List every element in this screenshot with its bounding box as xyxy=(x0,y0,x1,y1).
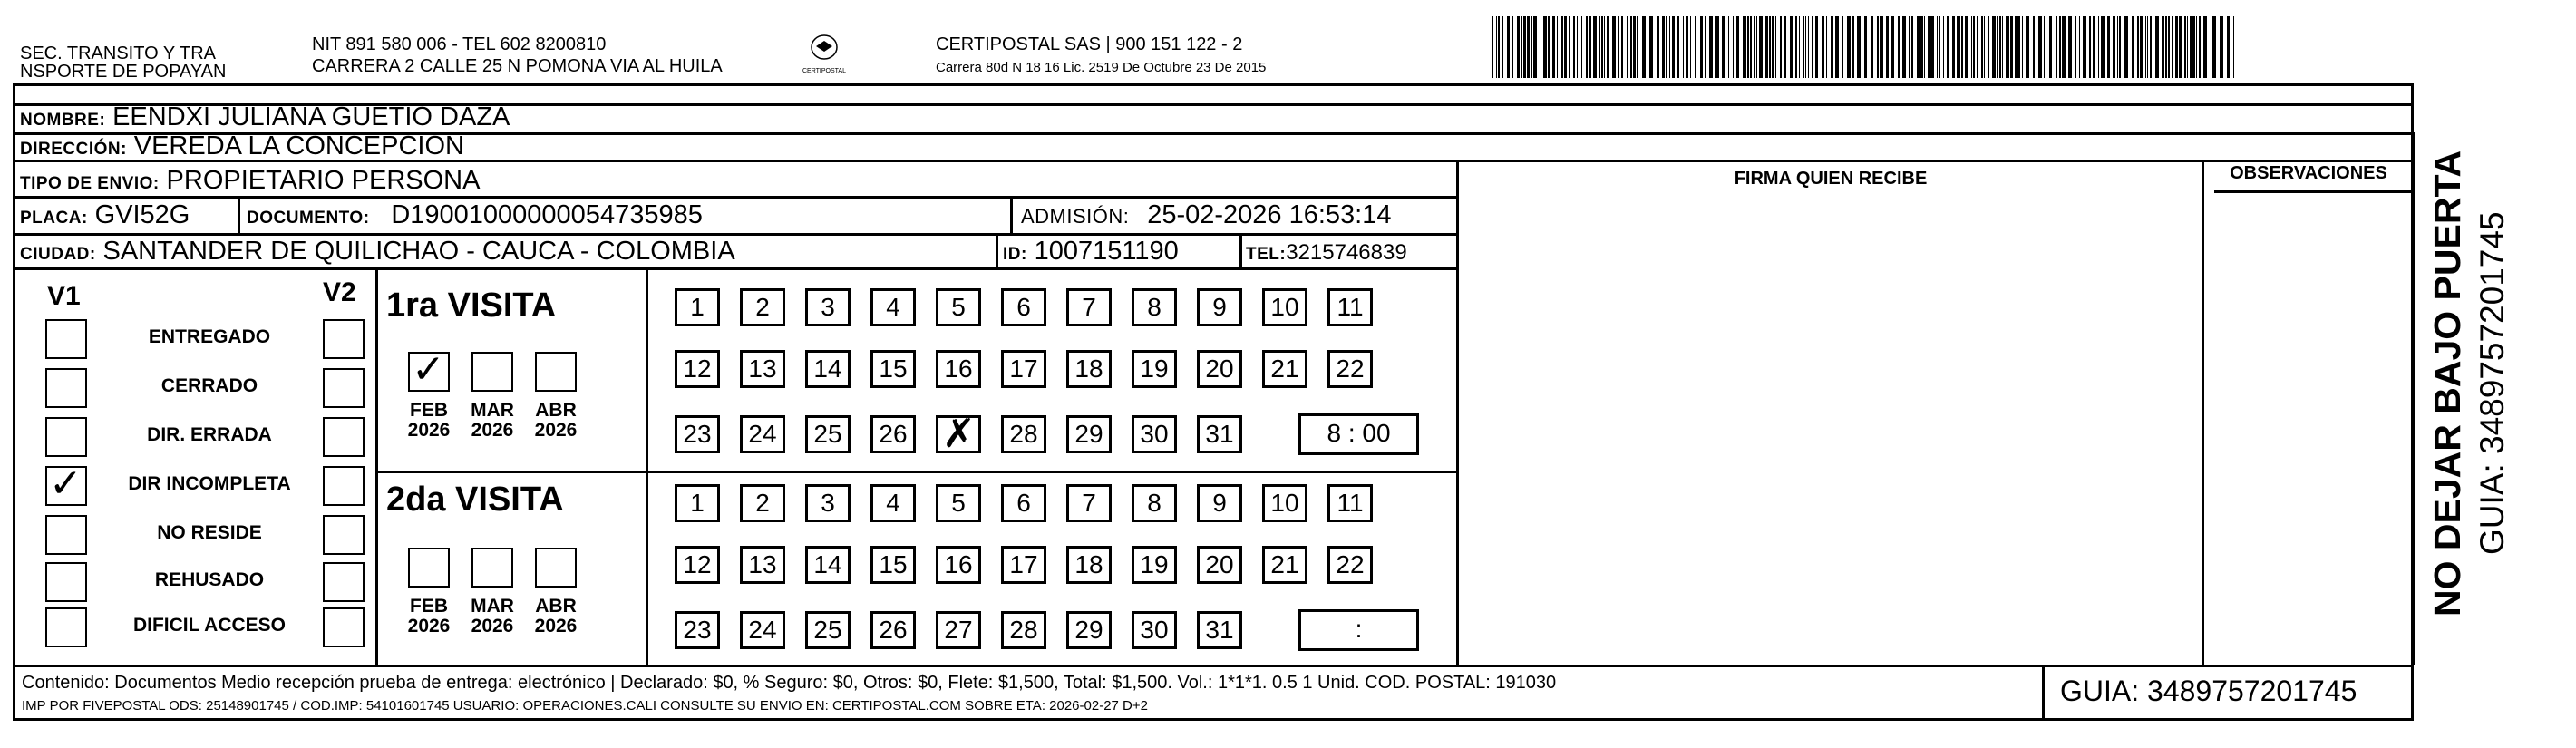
month-checkbox[interactable] xyxy=(535,352,577,392)
v2-checkbox[interactable] xyxy=(323,368,365,408)
day-box[interactable]: 18 xyxy=(1066,350,1112,388)
v2-checkbox[interactable] xyxy=(323,607,365,647)
day-box[interactable]: 2 xyxy=(740,288,785,326)
id-label: ID: xyxy=(1003,245,1027,264)
placa-label: PLACA: xyxy=(20,209,88,228)
license-line: Carrera 80d N 18 16 Lic. 2519 De Octubre 23 De 2015 xyxy=(936,60,1267,75)
v2-checkbox[interactable] xyxy=(323,319,365,359)
day-box[interactable]: 25 xyxy=(805,611,851,649)
nombre-value: EENDXI JULIANA GUETIO DAZA xyxy=(112,102,510,131)
v2-header: V2 xyxy=(323,277,356,307)
admision-value: 25-02-2026 16:53:14 xyxy=(1147,200,1392,229)
day-box[interactable]: 3 xyxy=(805,484,851,522)
check-mark-icon: ✓ xyxy=(49,461,83,507)
month-checkbox[interactable] xyxy=(471,352,513,392)
day-box[interactable]: 7 xyxy=(1066,288,1112,326)
day-box[interactable]: 24 xyxy=(740,415,785,453)
day-box[interactable]: 22 xyxy=(1327,350,1373,388)
time-box[interactable]: : xyxy=(1298,609,1419,651)
admision-field xyxy=(1021,199,1391,232)
tipo-envio-value: PROPIETARIO PERSONA xyxy=(166,166,481,195)
v1-checkbox[interactable] xyxy=(45,607,87,647)
day-box[interactable]: 12 xyxy=(675,350,720,388)
v1-checkbox[interactable] xyxy=(45,515,87,555)
day-box[interactable]: 18 xyxy=(1066,546,1112,584)
day-box[interactable]: 7 xyxy=(1066,484,1112,522)
day-box[interactable]: 13 xyxy=(740,546,785,584)
day-box[interactable] xyxy=(936,411,981,457)
day-box[interactable]: 13 xyxy=(740,350,785,388)
placa-value: GVI52G xyxy=(94,200,190,229)
status-label: REHUSADO xyxy=(154,569,265,590)
day-box[interactable]: 15 xyxy=(870,546,916,584)
check-mark-icon: ✓ xyxy=(412,346,445,393)
v2-checkbox[interactable] xyxy=(323,466,365,506)
id-field xyxy=(1003,236,1179,270)
day-box[interactable]: 25 xyxy=(805,415,851,453)
day-box[interactable]: 29 xyxy=(1066,611,1112,649)
documento-value: D19001000000054735985 xyxy=(391,200,703,229)
month-checkbox[interactable] xyxy=(535,548,577,588)
nombre-label: NOMBRE: xyxy=(20,111,106,130)
side-guia: GUIA: 3489757201745 xyxy=(2474,211,2511,555)
observaciones-header: OBSERVACIONES xyxy=(2230,163,2387,183)
imp-text: IMP POR FIVEPOSTAL ODS: 25148901745 / COD.IMP: 54101601745 USUARIO: OPERACIONES.CALI CONSULTE SU ENVIO EN: CERTIPOSTAL.COM SOBRE ETA: 2026-02-27 D+2 xyxy=(22,698,1148,714)
day-box[interactable]: 17 xyxy=(1001,350,1046,388)
svg-text:CERTIPOSTAL: CERTIPOSTAL xyxy=(802,68,846,74)
day-box[interactable]: 14 xyxy=(805,546,851,584)
day-box[interactable]: 21 xyxy=(1262,350,1307,388)
day-box[interactable]: 8 xyxy=(1132,484,1177,522)
day-box[interactable]: 20 xyxy=(1197,350,1242,388)
day-box[interactable]: 29 xyxy=(1066,415,1112,453)
day-box[interactable]: 27 xyxy=(936,611,981,649)
documento-field xyxy=(247,199,703,234)
day-box[interactable]: 4 xyxy=(870,484,916,522)
day-box[interactable]: 22 xyxy=(1327,546,1373,584)
day-box[interactable]: 26 xyxy=(870,415,916,453)
day-box[interactable]: 11 xyxy=(1327,484,1373,522)
status-label: DIR INCOMPLETA xyxy=(128,473,291,494)
month-label: ABR 2026 xyxy=(534,400,578,441)
status-label: DIR. ERRADA xyxy=(147,424,272,445)
day-box[interactable]: 5 xyxy=(936,288,981,326)
day-box[interactable]: 16 xyxy=(936,546,981,584)
month-label: FEB 2026 xyxy=(407,400,451,441)
month-checkbox[interactable] xyxy=(408,346,450,393)
day-box[interactable]: 23 xyxy=(675,611,720,649)
day-box[interactable]: 30 xyxy=(1132,611,1177,649)
day-box[interactable]: 2 xyxy=(740,484,785,522)
direccion-value: VEREDA LA CONCEPCION xyxy=(133,131,464,160)
status-label: DIFICIL ACCESO xyxy=(132,615,286,636)
agency-name-line2: NSPORTE DE POPAYAN xyxy=(20,62,227,82)
ciudad-label: CIUDAD: xyxy=(20,245,96,264)
day-box[interactable]: 28 xyxy=(1001,415,1046,453)
certipostal-logo xyxy=(782,33,867,82)
ciudad-value: SANTANDER DE QUILICHAO - CAUCA - COLOMBIA xyxy=(102,237,735,266)
day-box[interactable]: 15 xyxy=(870,350,916,388)
day-box[interactable]: 20 xyxy=(1197,546,1242,584)
day-box[interactable]: 6 xyxy=(1001,484,1046,522)
tipo-envio-label: TIPO DE ENVIO: xyxy=(20,174,160,193)
day-box[interactable]: 21 xyxy=(1262,546,1307,584)
v2-checkbox[interactable] xyxy=(323,417,365,457)
month-label: MAR 2026 xyxy=(471,400,514,441)
v2-checkbox[interactable] xyxy=(323,562,365,602)
day-box[interactable]: 30 xyxy=(1132,415,1177,453)
day-box[interactable]: 1 xyxy=(675,288,720,326)
day-box[interactable]: 28 xyxy=(1001,611,1046,649)
day-box[interactable]: 4 xyxy=(870,288,916,326)
day-box[interactable]: 8 xyxy=(1132,288,1177,326)
direccion-label: DIRECCIÓN: xyxy=(20,140,127,159)
day-box[interactable]: 24 xyxy=(740,611,785,649)
status-label: ENTREGADO xyxy=(148,326,271,347)
v2-checkbox[interactable] xyxy=(323,515,365,555)
time-box[interactable]: 8 : 00 xyxy=(1298,413,1419,455)
v1-checkbox[interactable] xyxy=(45,368,87,408)
placa-field xyxy=(20,199,190,234)
month-label: ABR 2026 xyxy=(534,596,578,636)
day-box[interactable]: 17 xyxy=(1001,546,1046,584)
guia-footer: GUIA: 3489757201745 xyxy=(2060,675,2357,707)
status-label: NO RESIDE xyxy=(157,522,262,543)
day-box[interactable]: 11 xyxy=(1327,288,1373,326)
cross-mark-icon: ✗ xyxy=(942,411,976,457)
day-box[interactable]: 26 xyxy=(870,611,916,649)
day-box[interactable]: 31 xyxy=(1197,415,1242,453)
id-value: 1007151190 xyxy=(1034,237,1179,266)
month-label: FEB 2026 xyxy=(407,596,451,636)
day-box[interactable]: 23 xyxy=(675,415,720,453)
visit2-title: 2da VISITA xyxy=(386,481,564,519)
day-box[interactable]: 19 xyxy=(1132,350,1177,388)
v1-checkbox[interactable] xyxy=(45,461,87,507)
tel-label: TEL: xyxy=(1246,245,1287,264)
day-box[interactable]: 6 xyxy=(1001,288,1046,326)
month-checkbox[interactable] xyxy=(471,548,513,588)
month-checkbox[interactable] xyxy=(408,548,450,588)
v1-header: V1 xyxy=(47,281,81,311)
address-line: CARRERA 2 CALLE 25 N POMONA VIA AL HUILA xyxy=(312,56,723,76)
day-box[interactable]: 19 xyxy=(1132,546,1177,584)
nit-line: NIT 891 580 006 - TEL 602 8200810 xyxy=(312,34,607,54)
day-box[interactable]: 9 xyxy=(1197,484,1242,522)
ciudad-field xyxy=(20,236,735,270)
day-box[interactable]: 12 xyxy=(675,546,720,584)
day-box[interactable]: 14 xyxy=(805,350,851,388)
agency-name-line1: SEC. TRANSITO Y TRA xyxy=(20,44,216,63)
v1-checkbox[interactable] xyxy=(45,562,87,602)
status-label: CERRADO xyxy=(160,375,258,396)
day-box[interactable]: 9 xyxy=(1197,288,1242,326)
month-label: MAR 2026 xyxy=(471,596,514,636)
documento-label: DOCUMENTO: xyxy=(247,209,370,228)
tel-field xyxy=(1246,236,1407,270)
admision-label: ADMISIÓN: xyxy=(1021,205,1130,228)
tipo-envio-row xyxy=(20,165,480,199)
day-box[interactable]: 10 xyxy=(1262,288,1307,326)
day-box[interactable]: 3 xyxy=(805,288,851,326)
contenido-text: Contenido: Documentos Medio recepción prueba de entrega: electrónico | Declarado: $0, % Seguro: $0, Otros: $0, Flete: $1,500, Total: $1,500. Vol.: 1*1*1. 0.5 1 Unid. COD. POSTAL: 191030 xyxy=(22,673,1557,693)
day-box[interactable]: 10 xyxy=(1262,484,1307,522)
day-box[interactable]: 16 xyxy=(936,350,981,388)
day-box[interactable]: 5 xyxy=(936,484,981,522)
barcode xyxy=(1492,16,2240,78)
tel-value: 3215746839 xyxy=(1286,240,1407,265)
firma-header: FIRMA QUIEN RECIBE xyxy=(1734,169,1928,189)
direccion-row xyxy=(20,131,464,165)
v1-checkbox[interactable] xyxy=(45,319,87,359)
day-box[interactable]: 31 xyxy=(1197,611,1242,649)
visit1-title: 1ra VISITA xyxy=(386,287,557,325)
day-box[interactable]: 1 xyxy=(675,484,720,522)
side-warning: NO DEJAR BAJO PUERTA xyxy=(2426,150,2468,617)
v1-checkbox[interactable] xyxy=(45,417,87,457)
company-line: CERTIPOSTAL SAS | 900 151 122 - 2 xyxy=(936,34,1243,54)
